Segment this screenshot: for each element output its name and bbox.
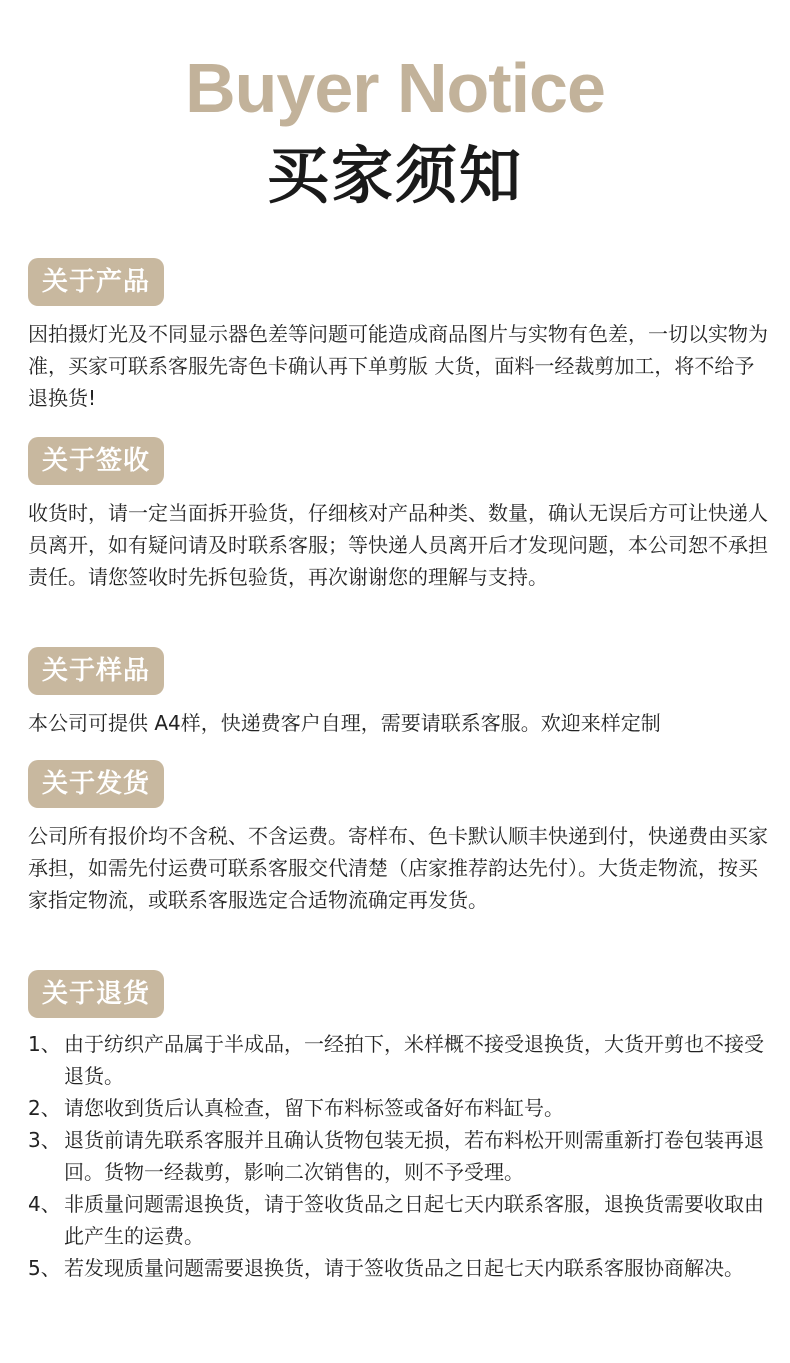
section-text-sample: 本公司可提供 A4样，快递费客户自理，需要请联系客服。欢迎来样定制 [28, 711, 661, 735]
list-item-number: 5、 [28, 1256, 61, 1280]
section-tag-receipt: 关于签收 [28, 437, 164, 485]
section-text-product: 因拍摄灯光及不同显示器色差等问题可能造成商品图片与实物有色差，一切以实物为准，买家可联系客服先寄色卡确认再下单剪版 大货，面料一经裁剪加工，将不给予退换货! [28, 322, 768, 410]
list-item-text: 退货前请先联系客服并且确认货物包装无损，若布料松开则需重新打卷包装再退回。货物一经裁剪，影响二次销售的，则不予受理。 [64, 1128, 764, 1184]
page-title-english: Buyer Notice [185, 49, 605, 127]
section-returns [28, 970, 768, 1284]
section-tag-shipping: 关于发货 [28, 760, 164, 808]
section-tag-product: 关于产品 [28, 258, 164, 306]
returns-list [28, 1028, 768, 1284]
list-item [28, 1252, 768, 1284]
list-item-number: 1、 [28, 1032, 61, 1056]
list-item-number: 3、 [28, 1128, 61, 1152]
list-item-text: 由于纺织产品属于半成品，一经拍下，米样概不接受退换货，大货开剪也不接受退货。 [64, 1032, 764, 1088]
page-title-chinese: 买家须知 [266, 139, 523, 212]
section-text-receipt: 收货时，请一定当面拆开验货，仔细核对产品种类、数量，确认无误后方可让快递人员离开，如有疑问请及时联系客服；等快递人员离开后才发现问题，本公司恕不承担责任。请您签收时先拆包验货，再次谢谢您的理解与支持。 [28, 501, 768, 589]
section-text-shipping: 公司所有报价均不含税、不含运费。寄样布、色卡默认顺丰快递到付，快递费由买家承担，如需先付运费可联系客服交代清楚（店家推荐韵达先付）。大货走物流，按买家指定物流，或联系客服选定合适物流确定再发货。 [28, 824, 768, 912]
list-item-text: 请您收到货后认真检查，留下布料标签或备好布料缸号。 [64, 1096, 564, 1120]
list-item [28, 1028, 768, 1092]
section-sample [28, 647, 768, 739]
list-item-number: 4、 [28, 1192, 61, 1216]
list-item-text: 若发现质量问题需要退换货，请于签收货品之日起七天内联系客服协商解决。 [64, 1256, 744, 1280]
list-item [28, 1092, 768, 1124]
list-item-number: 2、 [28, 1096, 61, 1120]
list-item [28, 1188, 768, 1252]
list-item [28, 1124, 768, 1188]
section-product [28, 258, 768, 414]
section-tag-sample: 关于样品 [28, 647, 164, 695]
list-item-text: 非质量问题需退换货，请于签收货品之日起七天内联系客服，退换货需要收取由此产生的运费。 [64, 1192, 764, 1248]
section-shipping [28, 760, 768, 916]
section-tag-returns: 关于退货 [28, 970, 164, 1018]
section-receipt [28, 437, 768, 593]
